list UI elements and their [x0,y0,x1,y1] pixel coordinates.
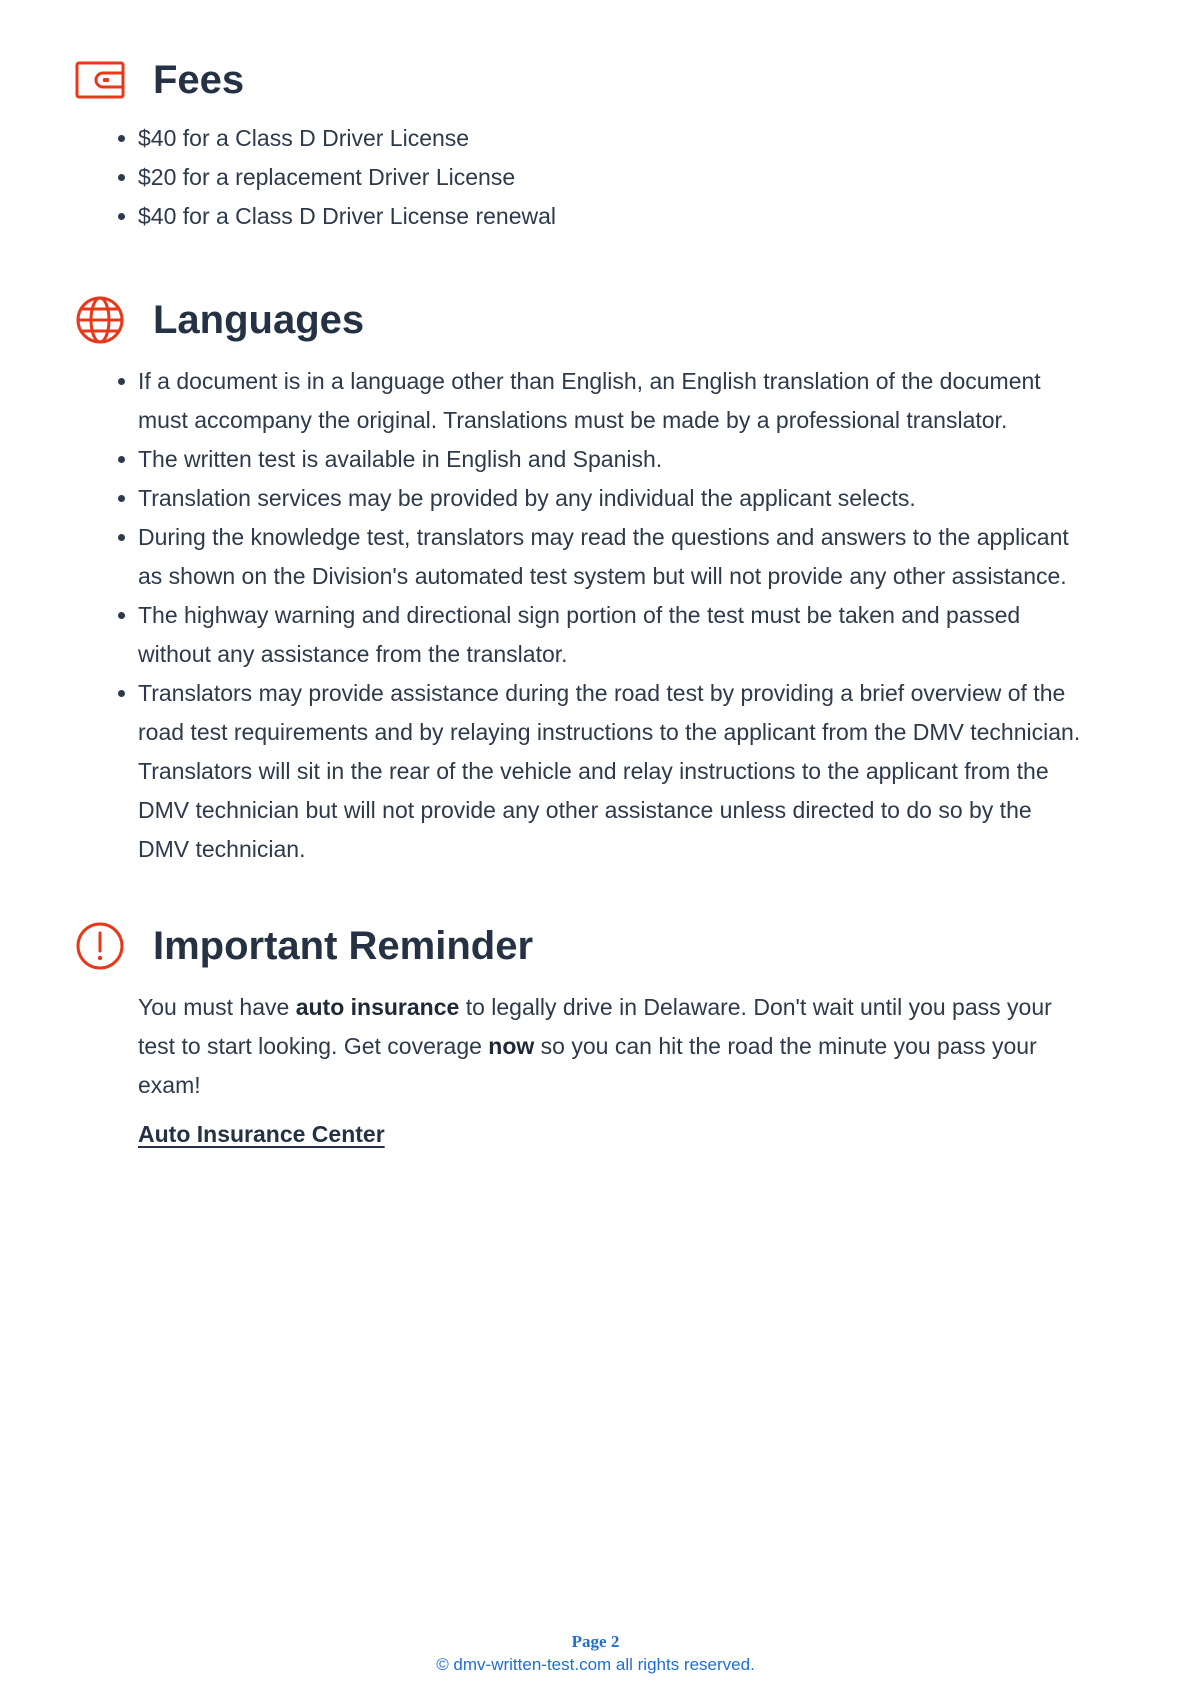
list-item: The written test is available in English and Spanish. [138,440,1135,479]
fees-list [75,119,1135,236]
copyright-text: © dmv-written-test.com all rights reserved. [436,1655,755,1674]
languages-header [75,292,1135,348]
list-item: During the knowledge test, translators may read the questions and answers to the applicant as shown on the Division's automated test system but will not provide any other assistance. [138,518,1135,596]
exclamation-circle-icon [75,921,125,971]
reminder-title: Important Reminder [153,924,534,968]
list-item: $20 for a replacement Driver License [138,158,1135,197]
fees-section [75,52,1135,236]
wallet-icon [75,55,125,105]
list-item: $40 for a Class D Driver License renewal [138,197,1135,236]
list-item: The highway warning and directional sign portion of the test must be taken and passed without any assistance from the translator. [138,596,1135,674]
languages-list [75,362,1135,869]
page-footer [0,1631,1191,1677]
auto-insurance-center-link[interactable]: Auto Insurance Center [138,1121,385,1147]
list-item: Translation services may be provided by any individual the applicant selects. [138,479,1135,518]
list-item: $40 for a Class D Driver License [138,119,1135,158]
page-number: Page 2 [571,1632,620,1651]
list-item: Translators may provide assistance during the road test by providing a brief overview of the road test requirements and by relaying instructions to the applicant from the DMV technician. Translators will sit in the rear of the vehicle and relay instructions to the applicant from the DMV technician but will not provide any other assistance unless directed to do so by the DMV technician. [138,674,1135,869]
languages-section [75,292,1135,869]
reminder-header [75,918,1135,974]
globe-icon [75,295,125,345]
list-item: If a document is in a language other than English, an English translation of the document must accompany the original. Translations must be made by a professional translator. [138,362,1135,440]
fees-title: Fees [153,58,245,102]
fees-header [75,52,1135,108]
languages-title: Languages [153,298,365,342]
reminder-section [75,918,1135,1149]
reminder-text: You must have auto insurance to legally drive in Delaware. Don't wait until you pass your test to start looking. Get coverage now so you can hit the road the minute you pass your exam! [138,994,1052,1098]
